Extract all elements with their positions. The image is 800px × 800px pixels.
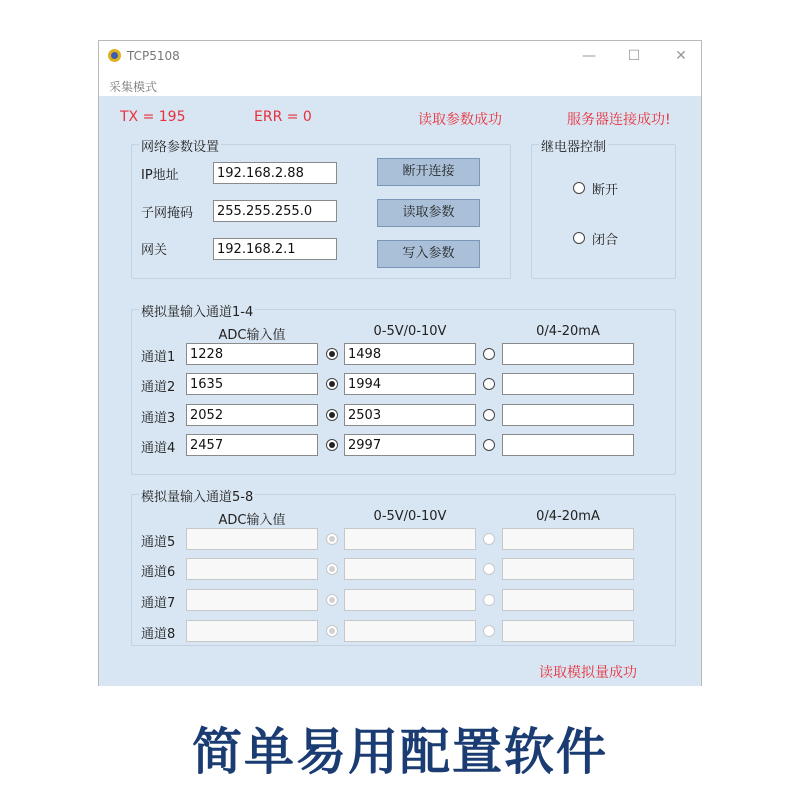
current-mode-radio[interactable] [483, 439, 495, 451]
voltage-mode-radio[interactable] [326, 533, 338, 545]
channel-label: 通道8 [141, 627, 176, 642]
col-adc-header-2: ADC输入值 [218, 513, 286, 528]
menu-acquisition-mode[interactable]: 采集模式 [109, 80, 158, 94]
voltage-mode-radio[interactable] [326, 594, 338, 606]
adc-value-field[interactable]: 1228 [186, 343, 318, 365]
channel-label: 通道6 [141, 565, 176, 580]
channel-label: 通道1 [141, 350, 176, 365]
relay-group-title: 继电器控制 [539, 136, 608, 155]
adc-value-field[interactable] [186, 528, 318, 550]
disconnect-button[interactable]: 断开连接 [377, 158, 480, 186]
ip-label: IP地址 [141, 168, 179, 183]
err-count: ERR = 0 [254, 109, 312, 125]
current-value-field[interactable] [502, 434, 634, 456]
tx-count: TX = 195 [120, 109, 186, 125]
voltage-value-field[interactable]: 1498 [344, 343, 476, 365]
current-mode-radio[interactable] [483, 594, 495, 606]
relay-close-radio[interactable] [573, 232, 585, 244]
voltage-mode-radio[interactable] [326, 563, 338, 575]
voltage-mode-radio[interactable] [326, 409, 338, 421]
relay-open-radio[interactable] [573, 182, 585, 194]
gateway-input[interactable]: 192.168.2.1 [213, 238, 337, 260]
relay-close-label: 闭合 [592, 233, 619, 248]
adc-value-field[interactable] [186, 558, 318, 580]
channel-label: 通道4 [141, 441, 176, 456]
current-mode-radio[interactable] [483, 625, 495, 637]
adc-value-field[interactable]: 2052 [186, 404, 318, 426]
channel-label: 通道3 [141, 411, 176, 426]
col-voltage-header-2: 0-5V/0-10V [373, 509, 447, 524]
col-voltage-header: 0-5V/0-10V [373, 324, 447, 339]
voltage-mode-radio[interactable] [326, 439, 338, 451]
col-current-header: 0/4-20mA [536, 324, 600, 339]
voltage-value-field[interactable] [344, 558, 476, 580]
write-params-button[interactable]: 写入参数 [377, 240, 480, 268]
current-mode-radio[interactable] [483, 348, 495, 360]
group1-title: 模拟量输入通道1-4 [139, 301, 255, 320]
current-value-field[interactable] [502, 589, 634, 611]
current-value-field[interactable] [502, 528, 634, 550]
adc-value-field[interactable]: 2457 [186, 434, 318, 456]
voltage-value-field[interactable]: 1994 [344, 373, 476, 395]
title-bar [99, 41, 701, 71]
current-mode-radio[interactable] [483, 533, 495, 545]
current-value-field[interactable] [502, 558, 634, 580]
current-value-field[interactable] [502, 620, 634, 642]
channel-label: 通道2 [141, 380, 176, 395]
slogan-caption: 简单易用配置软件 [192, 723, 608, 781]
analog-read-status: 读取模拟量成功 [539, 665, 637, 681]
channel-label: 通道5 [141, 535, 176, 550]
adc-value-field[interactable] [186, 620, 318, 642]
minimize-button[interactable]: — [582, 48, 596, 64]
app-window [98, 40, 702, 686]
ip-input[interactable]: 192.168.2.88 [213, 162, 337, 184]
mask-input[interactable]: 255.255.255.0 [213, 200, 337, 222]
voltage-value-field[interactable] [344, 528, 476, 550]
gateway-label: 网关 [141, 243, 168, 258]
relay-open-label: 断开 [592, 183, 619, 198]
adc-value-field[interactable] [186, 589, 318, 611]
network-group-title: 网络参数设置 [139, 136, 221, 155]
voltage-value-field[interactable]: 2997 [344, 434, 476, 456]
current-value-field[interactable] [502, 404, 634, 426]
relay-control-group [531, 144, 676, 279]
adc-value-field[interactable]: 1635 [186, 373, 318, 395]
col-adc-header: ADC输入值 [218, 328, 286, 343]
current-mode-radio[interactable] [483, 409, 495, 421]
voltage-value-field[interactable] [344, 620, 476, 642]
group2-title: 模拟量输入通道5-8 [139, 486, 255, 505]
voltage-value-field[interactable]: 2503 [344, 404, 476, 426]
voltage-mode-radio[interactable] [326, 348, 338, 360]
current-mode-radio[interactable] [483, 563, 495, 575]
col-current-header-2: 0/4-20mA [536, 509, 600, 524]
connection-status: 服务器连接成功! [567, 112, 671, 128]
app-icon [108, 49, 121, 62]
voltage-mode-radio[interactable] [326, 625, 338, 637]
window-title: TCP5108 [127, 49, 180, 63]
client-area [99, 96, 701, 686]
channel-label: 通道7 [141, 596, 176, 611]
voltage-mode-radio[interactable] [326, 378, 338, 390]
read-params-button[interactable]: 读取参数 [377, 199, 480, 227]
maximize-button[interactable]: ☐ [627, 48, 641, 64]
read-status: 读取参数成功 [418, 112, 502, 128]
current-mode-radio[interactable] [483, 378, 495, 390]
mask-label: 子网掩码 [141, 206, 194, 221]
current-value-field[interactable] [502, 373, 634, 395]
voltage-value-field[interactable] [344, 589, 476, 611]
close-button[interactable]: ✕ [675, 48, 687, 64]
current-value-field[interactable] [502, 343, 634, 365]
